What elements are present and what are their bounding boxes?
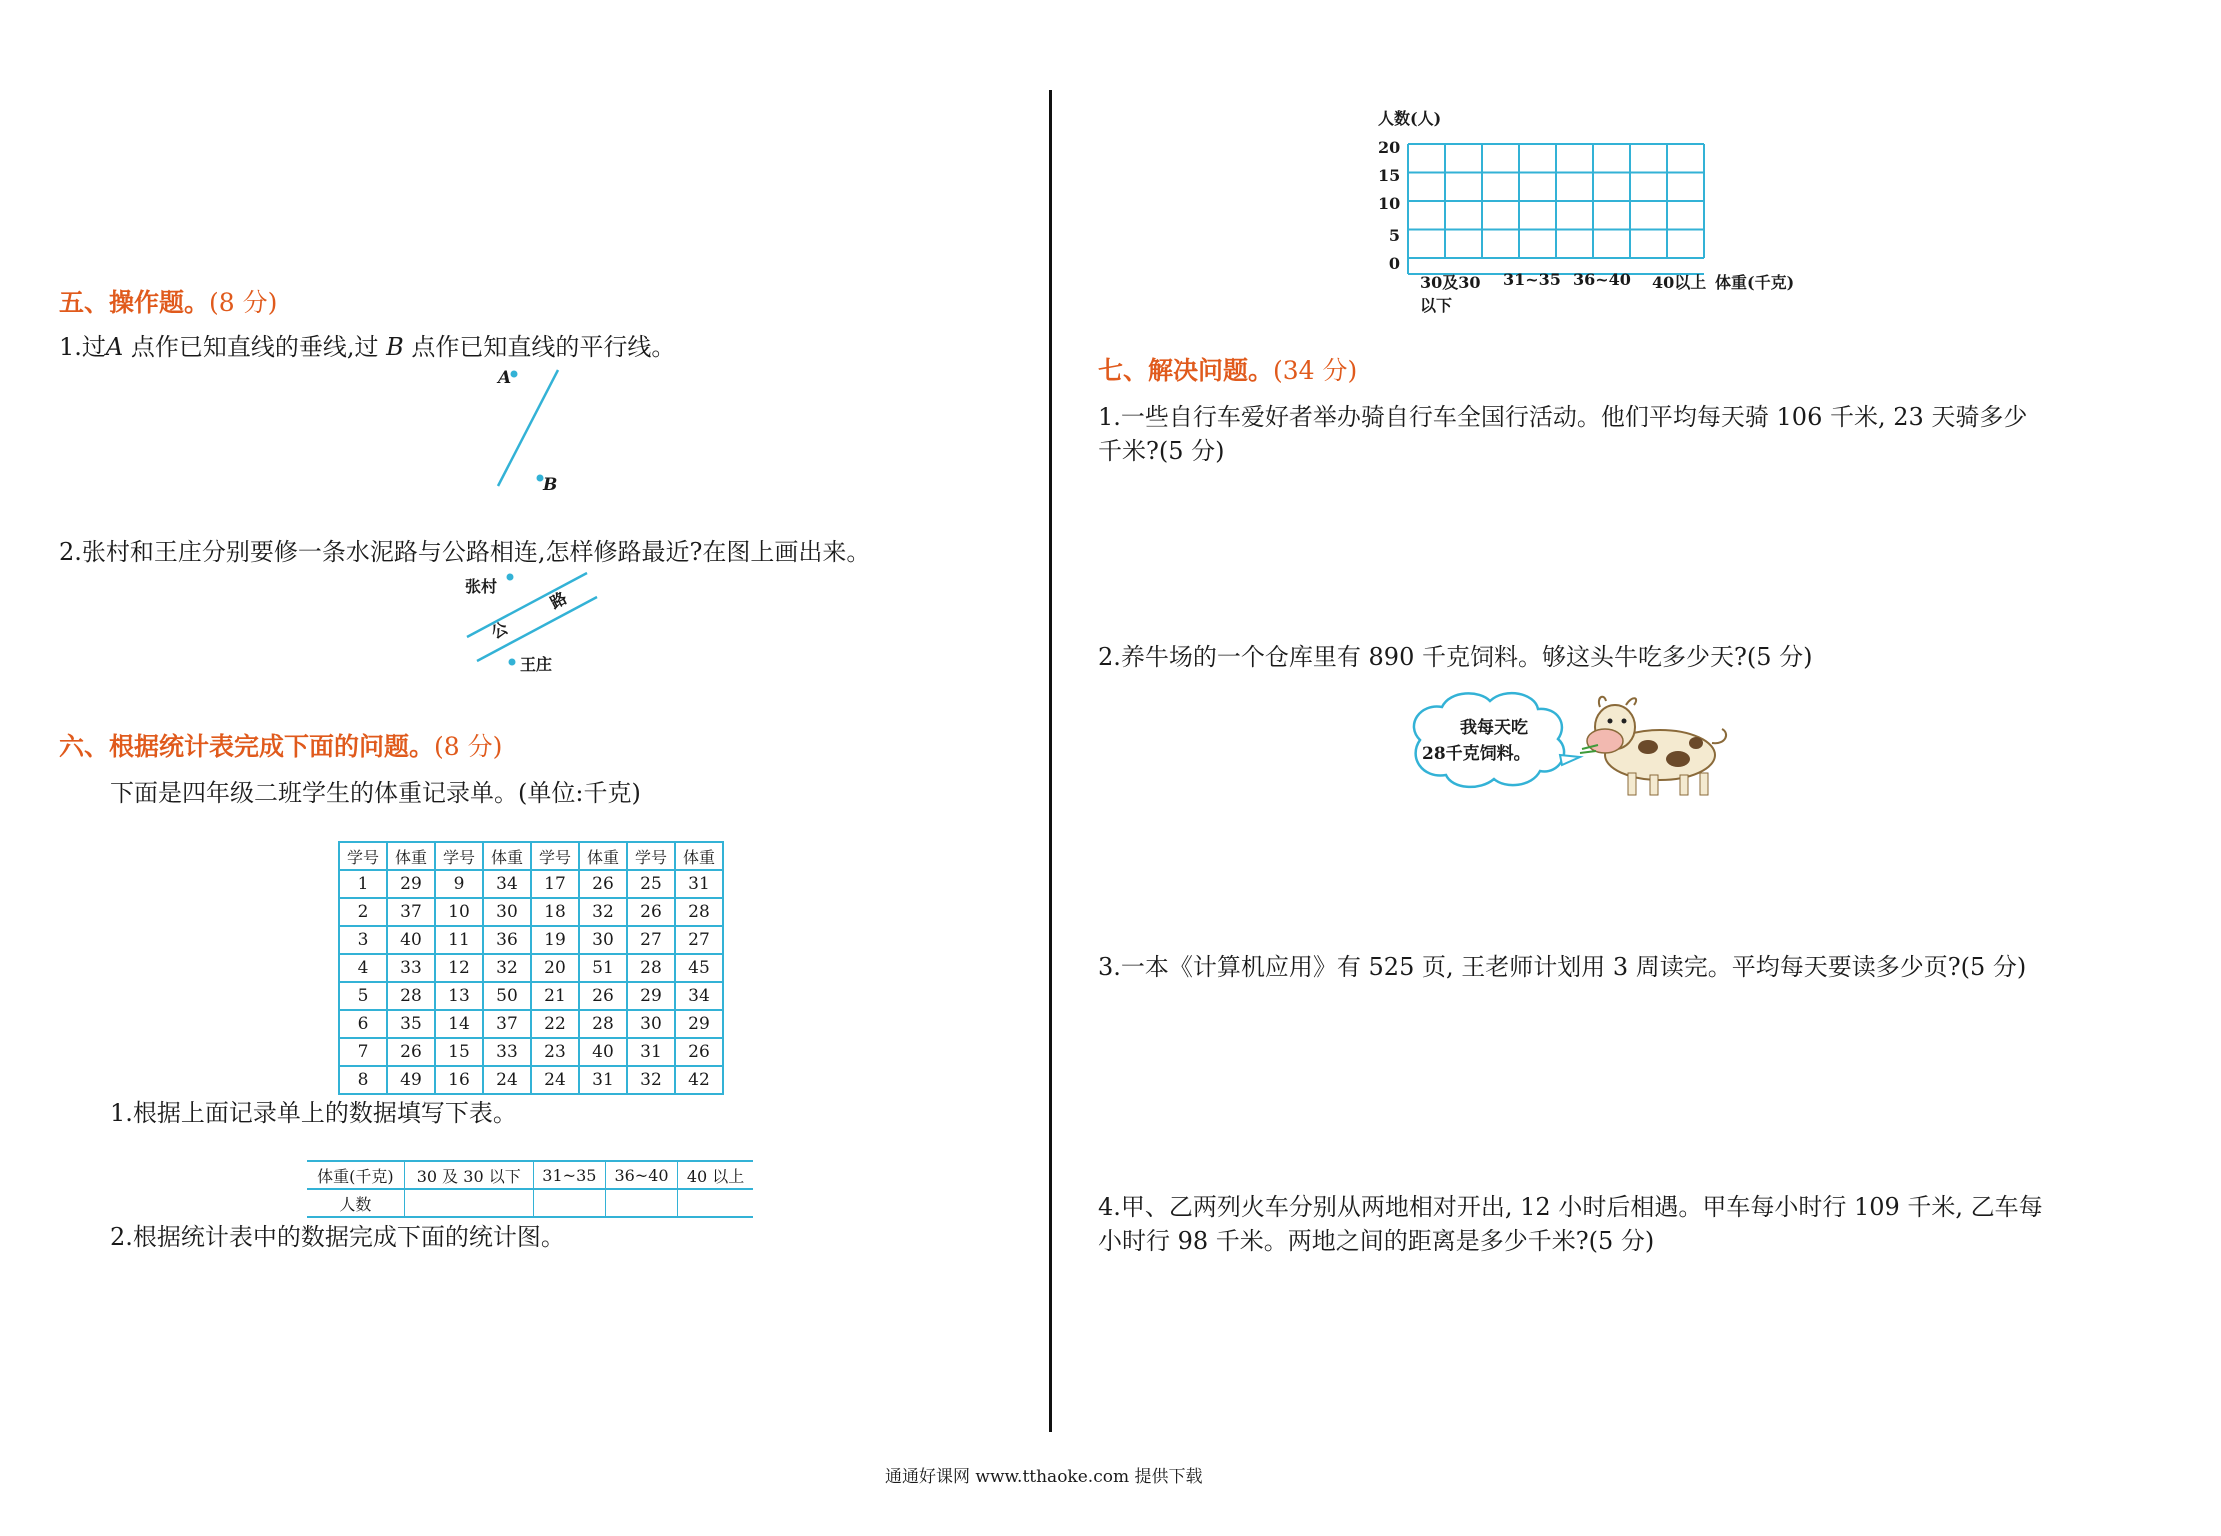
chart-y-axis-label: 人数(人): [1378, 109, 1442, 128]
record-cell: 6: [339, 1010, 387, 1038]
summary-header-cell: 30 及 30 以下: [404, 1161, 533, 1189]
record-cell: 28: [627, 954, 675, 982]
record-cell: 3: [339, 926, 387, 954]
record-cell: 31: [579, 1066, 627, 1094]
chart-y-tick: 20: [1378, 138, 1401, 157]
record-cell: 29: [627, 982, 675, 1010]
zhangcun-point: [507, 574, 514, 581]
record-cell: 31: [675, 870, 723, 898]
record-header-cell: 体重: [675, 842, 723, 870]
record-cell: 19: [531, 926, 579, 954]
record-cell: 25: [627, 870, 675, 898]
label-wangzhuang: 王庄: [520, 655, 553, 674]
record-cell: 23: [531, 1038, 579, 1066]
record-header-cell: 学号: [627, 842, 675, 870]
summary-header-cell: 36~40: [605, 1161, 677, 1189]
section-7-heading: 七、解决问题。: [1098, 356, 1274, 385]
label-gong: 公: [487, 618, 512, 643]
record-cell: 9: [435, 870, 483, 898]
section-5-heading: 五、操作题。: [59, 288, 210, 317]
record-cell: 49: [387, 1066, 435, 1094]
section-6-title: [59, 727, 502, 763]
record-cell: 40: [387, 926, 435, 954]
record-cell: 8: [339, 1066, 387, 1094]
summary-row-label: 人数: [307, 1189, 404, 1217]
cow-horn: [1626, 698, 1636, 705]
chart-x-tick: 40以上: [1652, 273, 1707, 292]
page-footer: 通通好课网 www.tthaoke.com 提供下载: [885, 1467, 1203, 1487]
section-6-points: (8 分): [434, 732, 503, 761]
cow-eye: [1608, 719, 1613, 724]
record-row: [339, 898, 723, 926]
chart-x-tick-1-line1: 30及30: [1420, 273, 1481, 292]
record-cell: 33: [483, 1038, 531, 1066]
section-6-intro: 下面是四年级二班学生的体重记录单。(单位:千克): [110, 779, 641, 807]
label-a: A: [498, 368, 512, 388]
section-7-title: [1098, 351, 1357, 387]
record-cell: 28: [387, 982, 435, 1010]
record-cell: 2: [339, 898, 387, 926]
chart-y-tick: 15: [1378, 166, 1401, 185]
section-5-question-1: [59, 330, 675, 364]
chart-x-tick-1-line2: 以下: [1420, 296, 1453, 315]
record-cell: 15: [435, 1038, 483, 1066]
chart-x-tick: [1420, 270, 1481, 316]
record-cell: 42: [675, 1066, 723, 1094]
chart-y-tick: 10: [1378, 194, 1401, 213]
record-cell: 45: [675, 954, 723, 982]
record-cell: 17: [531, 870, 579, 898]
record-cell: 32: [579, 898, 627, 926]
cow-tail: [1712, 729, 1726, 743]
record-header-cell: 学号: [531, 842, 579, 870]
record-header-cell: 学号: [435, 842, 483, 870]
record-cell: 12: [435, 954, 483, 982]
record-cell: 24: [483, 1066, 531, 1094]
summary-header-row: [307, 1161, 753, 1189]
record-cell: 7: [339, 1038, 387, 1066]
weight-summary-table: [307, 1160, 753, 1218]
label-zhangcun: 张村: [465, 577, 498, 596]
perpendicular-diagram: [480, 360, 580, 500]
record-cell: 4: [339, 954, 387, 982]
cow-bubble-line-2: 28千克饲料。: [1422, 744, 1531, 764]
record-row: [339, 870, 723, 898]
wangzhuang-point: [509, 659, 516, 666]
cow-bubble-line-1: 我每天吃: [1460, 718, 1528, 738]
weight-record-table: [338, 841, 724, 1095]
record-row: [339, 954, 723, 982]
speech-bubble-tail: [1560, 755, 1580, 765]
cow-eye: [1622, 719, 1627, 724]
record-cell: 14: [435, 1010, 483, 1038]
record-cell: 27: [675, 926, 723, 954]
record-row: [339, 926, 723, 954]
record-cell: 26: [579, 870, 627, 898]
summary-header-cell: 31~35: [533, 1161, 605, 1189]
chart-x-tick: 31~35: [1503, 270, 1561, 289]
record-cell: 31: [627, 1038, 675, 1066]
record-cell: 26: [579, 982, 627, 1010]
record-cell: 27: [627, 926, 675, 954]
record-cell: 18: [531, 898, 579, 926]
label-lu: 路: [546, 588, 571, 613]
chart-x-axis-label: 体重(千克): [1715, 273, 1795, 292]
section-5-points: (8 分): [209, 288, 278, 317]
cow-spot: [1689, 737, 1703, 749]
record-cell: 1: [339, 870, 387, 898]
section-7-question-2: 2.养牛场的一个仓库里有 890 千克饲料。够这头牛吃多少天?(5 分): [1098, 643, 1813, 671]
cow-horn: [1599, 697, 1606, 707]
record-header-row: [339, 842, 723, 870]
record-cell: 35: [387, 1010, 435, 1038]
record-cell: 37: [483, 1010, 531, 1038]
record-cell: 22: [531, 1010, 579, 1038]
summary-header-cell: 40 以上: [678, 1161, 753, 1189]
section-6-sub-1: 1.根据上面记录单上的数据填写下表。: [110, 1099, 517, 1127]
cow-spot: [1666, 751, 1690, 767]
record-cell: 13: [435, 982, 483, 1010]
record-cell: 26: [627, 898, 675, 926]
record-cell: 36: [483, 926, 531, 954]
section-7-points: (34 分): [1273, 356, 1358, 385]
section-7-question-4: 4.甲、乙两列火车分别从两地相对开出, 12 小时后相遇。甲车每小时行 109 千米, 乙车每小时行 98 千米。两地之间的距离是多少千米?(5 分): [1098, 1193, 2043, 1255]
record-cell: 34: [483, 870, 531, 898]
q1-var-b: B: [386, 333, 404, 361]
record-cell: 28: [675, 898, 723, 926]
summary-blank-cell[interactable]: [678, 1189, 753, 1217]
record-cell: 30: [627, 1010, 675, 1038]
chart-y-tick: 0: [1388, 254, 1400, 273]
section-6-heading: 六、根据统计表完成下面的问题。: [59, 732, 435, 761]
column-divider: [1049, 90, 1052, 1432]
record-cell: 10: [435, 898, 483, 926]
summary-header-cell: 体重(千克): [307, 1161, 404, 1189]
section-6-sub-2: 2.根据统计表中的数据完成下面的统计图。: [110, 1223, 565, 1251]
q1-suffix: 点作已知直线的平行线。: [403, 333, 676, 361]
cow-leg: [1650, 775, 1658, 795]
cow-leg: [1680, 775, 1688, 795]
record-cell: 32: [483, 954, 531, 982]
record-cell: 34: [675, 982, 723, 1010]
section-7-question-1: 1.一些自行车爱好者举办骑自行车全国行活动。他们平均每天骑 106 千米, 23 天骑多少千米?(5 分): [1098, 403, 2028, 465]
record-cell: 30: [579, 926, 627, 954]
record-cell: 16: [435, 1066, 483, 1094]
section-7-question-3: 3.一本《计算机应用》有 525 页, 王老师计划用 3 周读完。平均每天要读多少页?(5 分): [1098, 953, 2027, 981]
record-cell: 26: [387, 1038, 435, 1066]
record-cell: 11: [435, 926, 483, 954]
record-header-cell: 体重: [579, 842, 627, 870]
cow-muzzle: [1587, 729, 1623, 753]
record-cell: 29: [675, 1010, 723, 1038]
record-row: [339, 1038, 723, 1066]
record-cell: 37: [387, 898, 435, 926]
record-row: [339, 1066, 723, 1094]
section-5-question-2: 2.张村和王庄分别要修一条水泥路与公路相连,怎样修路最近?在图上画出来。: [59, 538, 871, 566]
record-cell: 50: [483, 982, 531, 1010]
record-cell: 29: [387, 870, 435, 898]
record-row: [339, 982, 723, 1010]
q1-var-a: A: [105, 333, 124, 361]
record-cell: 30: [483, 898, 531, 926]
summary-count-row: [307, 1189, 753, 1217]
record-cell: 20: [531, 954, 579, 982]
record-cell: 28: [579, 1010, 627, 1038]
cow-spot: [1638, 740, 1658, 754]
summary-blank-cell[interactable]: [533, 1189, 605, 1217]
record-cell: 26: [675, 1038, 723, 1066]
record-cell: 32: [627, 1066, 675, 1094]
record-cell: 24: [531, 1066, 579, 1094]
cow-leg: [1700, 773, 1708, 795]
record-header-cell: 体重: [483, 842, 531, 870]
record-cell: 21: [531, 982, 579, 1010]
record-header-cell: 体重: [387, 842, 435, 870]
q1-mid: 点作已知直线的垂线,过: [123, 333, 387, 361]
cow-leg: [1628, 773, 1636, 795]
summary-blank-cell[interactable]: [605, 1189, 677, 1217]
record-header-cell: 学号: [339, 842, 387, 870]
record-cell: 33: [387, 954, 435, 982]
record-cell: 51: [579, 954, 627, 982]
q1-prefix: 1.过: [59, 333, 106, 361]
label-b: B: [543, 475, 558, 495]
summary-blank-cell[interactable]: [404, 1189, 533, 1217]
chart-y-tick: 5: [1388, 226, 1400, 245]
record-row: [339, 1010, 723, 1038]
section-5-title: [59, 283, 277, 319]
record-cell: 40: [579, 1038, 627, 1066]
chart-x-tick: 36~40: [1573, 270, 1631, 289]
point-a: [511, 371, 518, 378]
record-cell: 5: [339, 982, 387, 1010]
